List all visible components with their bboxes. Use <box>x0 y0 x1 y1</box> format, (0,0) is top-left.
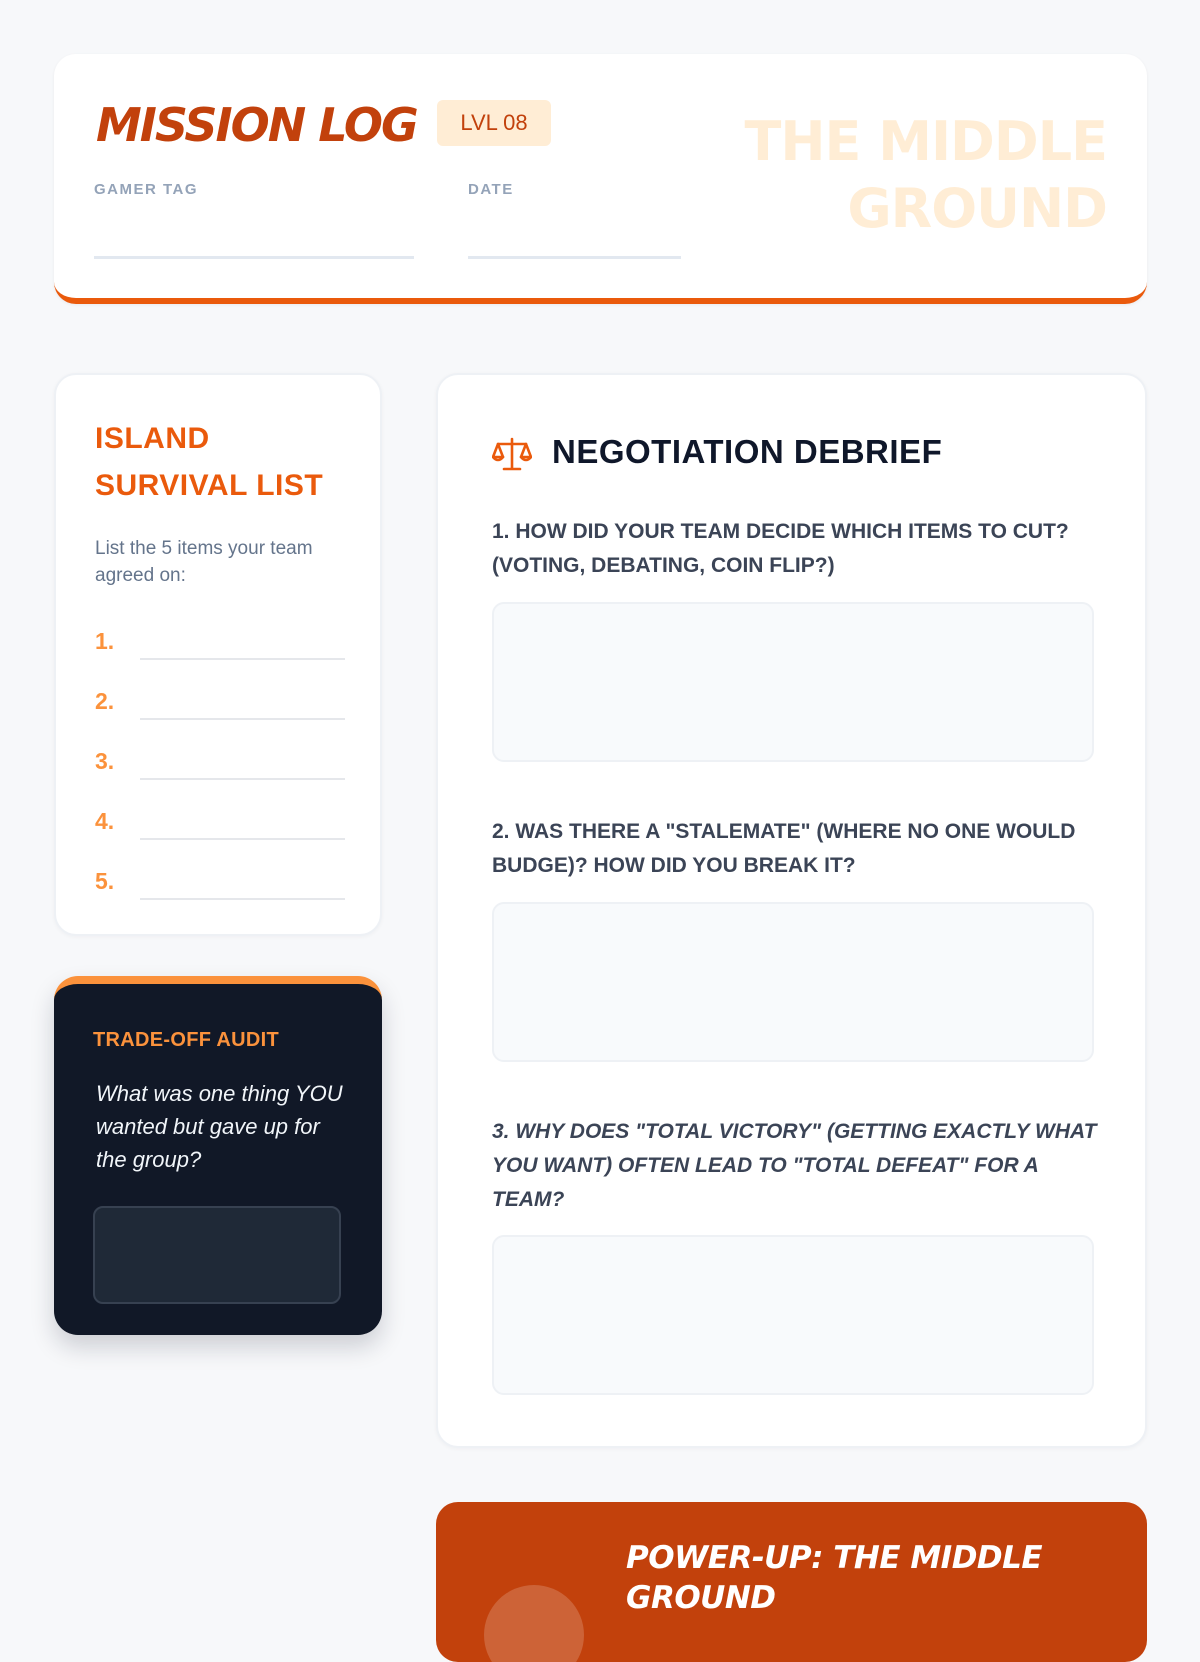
power-up-card <box>436 1502 1147 1662</box>
audit-answer-box[interactable] <box>93 1206 341 1304</box>
list-item-field[interactable] <box>140 898 345 900</box>
answer-box-1[interactable] <box>492 602 1094 762</box>
debrief-title: NEGOTIATION DEBRIEF <box>552 433 943 470</box>
trade-off-audit-card <box>54 976 382 1335</box>
list-item <box>95 680 345 720</box>
list-item <box>95 800 345 840</box>
list-item-field[interactable] <box>140 838 345 840</box>
audit-title: TRADE-OFF AUDIT <box>93 1029 279 1051</box>
list-item-number: 1. <box>95 628 115 654</box>
list-item <box>95 620 345 660</box>
list-item-field[interactable] <box>140 718 345 720</box>
audit-question: What was one thing YOU wanted but gave up for the group? <box>96 1081 343 1172</box>
answer-box-2[interactable] <box>492 902 1094 1062</box>
date-field[interactable] <box>468 256 681 259</box>
list-item-number: 3. <box>95 748 115 774</box>
level-badge: LVL 08 <box>437 100 551 146</box>
gamer-tag-field[interactable] <box>94 256 414 259</box>
list-item-number: 4. <box>95 808 115 834</box>
watermark-title: THE MIDDLE GROUND <box>744 110 1107 240</box>
scale-icon <box>492 436 532 472</box>
page-title: MISSION LOG <box>96 98 417 152</box>
list-item-field[interactable] <box>140 658 345 660</box>
question-1: 1. HOW DID YOUR TEAM DECIDE WHICH ITEMS TO CUT? (VOTING, DEBATING, COIN FLIP?) <box>492 520 1069 577</box>
power-up-title: POWER-UP: THE MIDDLE GROUND <box>626 1540 1043 1616</box>
date-label: DATE <box>468 181 514 198</box>
list-item-number: 5. <box>95 868 115 894</box>
mission-log-header <box>54 54 1147 304</box>
answer-box-3[interactable] <box>492 1235 1094 1395</box>
list-item <box>95 740 345 780</box>
gamer-tag-label: GAMER TAG <box>94 181 199 198</box>
survival-list-title: ISLAND SURVIVAL LIST <box>95 422 324 502</box>
list-item-number: 2. <box>95 688 115 714</box>
list-item-field[interactable] <box>140 778 345 780</box>
question-3: 3. WHY DOES "TOTAL VICTORY" (GETTING EXACTLY WHAT YOU WANT) OFTEN LEAD TO "TOTAL DEFEAT" FOR A TEAM? <box>492 1120 1097 1211</box>
negotiation-debrief-card <box>436 373 1147 1448</box>
question-2: 2. WAS THERE A "STALEMATE" (WHERE NO ONE WOULD BUDGE)? HOW DID YOU BREAK IT? <box>492 820 1076 877</box>
list-item <box>95 860 345 900</box>
survival-list-card <box>54 373 382 936</box>
power-up-icon-circle <box>484 1585 584 1662</box>
survival-list-instruction: List the 5 items your team agreed on: <box>95 538 313 586</box>
